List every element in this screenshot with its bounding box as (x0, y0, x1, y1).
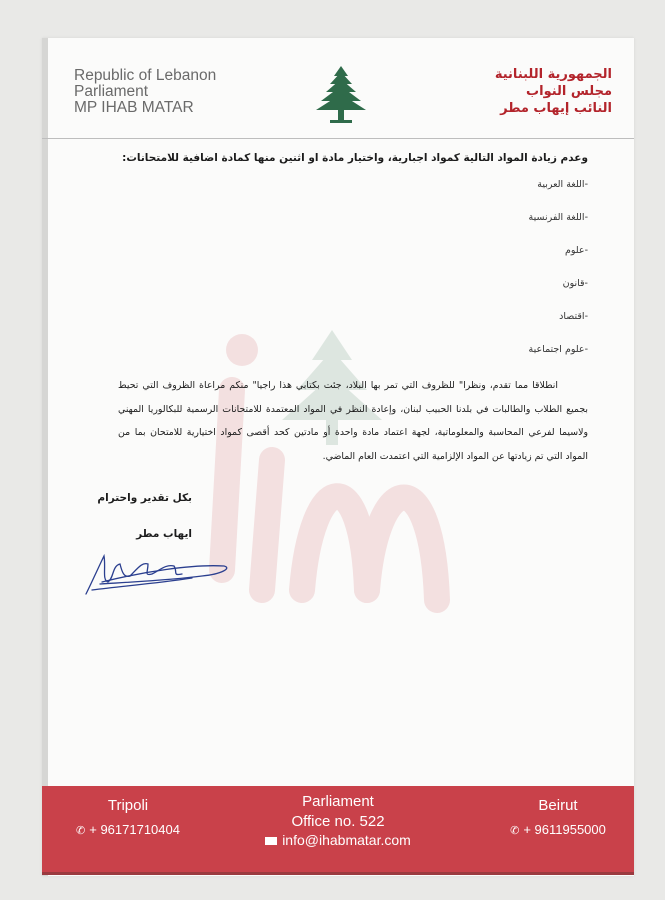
list-item: -اللغة العربية (537, 179, 588, 190)
footer-right-city: Beirut (538, 797, 578, 814)
header-english (74, 68, 216, 116)
footer-right-phone (498, 822, 618, 837)
footer-tripoli (68, 796, 188, 837)
page-edge (42, 38, 48, 876)
phone-icon: ✆ (510, 825, 520, 837)
list-item: -اقتصاد (559, 311, 588, 322)
footer-right-phone-number: + 9611955000 (523, 822, 606, 837)
letter-intro: وعدم زيادة المواد التالية كمواد اجبارية، واختيار مادة او اثنين منها كمادة اضافية للامتحانات: (122, 152, 588, 164)
letter-paragraph: انطلاقا مما تقدم، ونظرا" للظروف التي تمر بها البلاد، جئت بكتابي هذا راجيا" منكم مراعاة الظروف التي تحيط بجميع الطلاب والطالبات في بلدنا الحبيب لبنان، وإعادة النظر في المواد المعتمدة للامتحانات الرسمية للبكالوريا المهني ولاسيما لفرعي المحاسبة والمعلوماتية، لجهة اعتماد مادة واحدة أو مادتين كحد أقصى كمواد اختيارية للامتحان بما من المواد التي تم زيادتها عن المواد الإلزامية التي اعتمدت العام الماضي. (118, 380, 588, 462)
header-ar-country: الجمهورية اللبنانية (494, 67, 612, 82)
header-ar-mp-name: النائب إيهاب مطر (500, 101, 612, 116)
header-en-country: Republic of Lebanon (74, 67, 217, 84)
footer-left-phone (68, 822, 188, 837)
footer-left-phone-number: + 96171710404 (89, 822, 180, 837)
signature-icon (82, 542, 232, 600)
letter-body (118, 152, 588, 468)
signer-name: ايهاب مطر (136, 528, 192, 540)
cedar-logo-icon (312, 64, 370, 126)
header-en-mp-name: MP IHAB MATAR (74, 99, 194, 116)
footer-mid-line2: Office no. 522 (291, 813, 385, 830)
header-en-institution: Parliament (74, 83, 149, 100)
footer-mid-line1: Parliament (302, 793, 374, 810)
list-item: -علوم اجتماعية (528, 344, 588, 355)
footer-bottom-rule (42, 872, 634, 875)
header-divider (42, 138, 634, 139)
mail-icon (265, 837, 277, 845)
letterhead-footer (42, 786, 634, 872)
letter-closing: بكل تقدير واحترام (97, 492, 192, 504)
list-item: -علوم (564, 245, 588, 256)
phone-icon: ✆ (76, 825, 86, 837)
footer-email (238, 832, 438, 848)
footer-beirut (498, 796, 618, 837)
footer-left-city: Tripoli (107, 797, 149, 814)
header-arabic (442, 66, 612, 117)
footer-email-address: info@ihabmatar.com (282, 832, 411, 848)
footer-parliament (238, 792, 438, 848)
list-item: -اللغة الفرنسية (528, 212, 588, 223)
list-item: -قانون (562, 278, 588, 289)
letter-page (42, 38, 634, 876)
subject-list (118, 179, 588, 362)
header-ar-institution: مجلس النواب (526, 84, 612, 99)
